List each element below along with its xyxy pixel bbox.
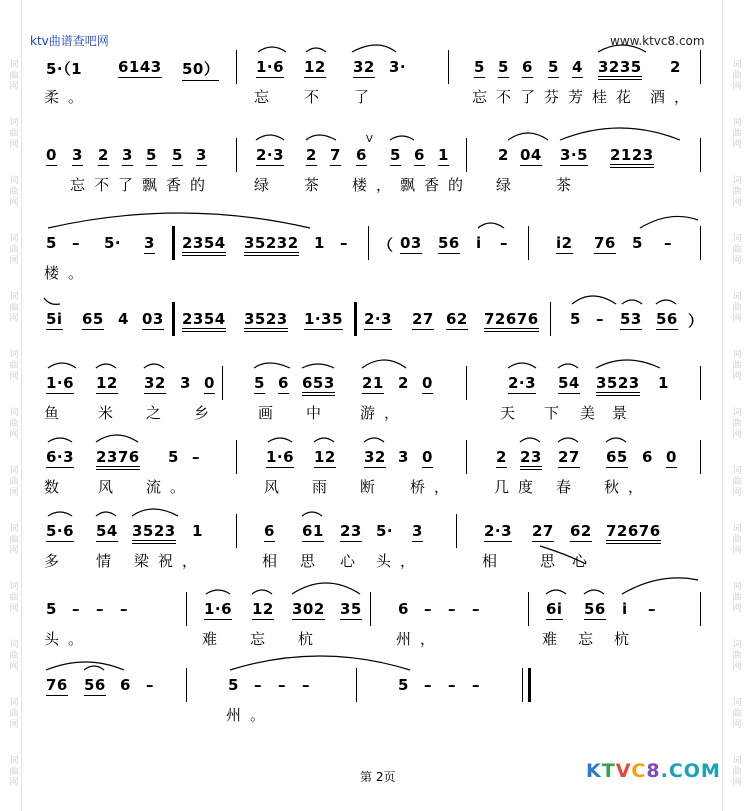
lyric: 美 (580, 404, 605, 422)
lyric: 之 (146, 404, 171, 422)
watermark-char: 曲 (9, 187, 19, 197)
watermark-char: 词 (9, 60, 19, 70)
watermark-char: 曲 (9, 709, 19, 719)
watermark-char: 曲 (732, 129, 742, 139)
note-group: 1 (192, 522, 203, 540)
note-group: 27 (558, 448, 580, 466)
note-group: – (120, 600, 128, 618)
note-group: 6 (356, 146, 367, 164)
note-group: 1 (438, 146, 449, 164)
watermark-char: 曲 (9, 129, 19, 139)
watermark-char: 词 (732, 698, 742, 708)
lyric: 秋， (604, 478, 653, 496)
watermark-char: 网 (732, 720, 742, 730)
note-group: 56 (656, 310, 678, 328)
lyric: 柔。 (44, 88, 93, 106)
watermark-char: 曲 (732, 535, 742, 545)
svg-text:V: V (366, 134, 373, 145)
note-group: 5 (46, 600, 57, 618)
watermark-char: 词 (732, 408, 742, 418)
logo-letter: C (631, 760, 647, 782)
watermark-char: 词 (9, 640, 19, 650)
note-group: 3 (72, 146, 83, 164)
lyric: 茶 (556, 176, 581, 194)
note-group: 62 (570, 522, 592, 540)
note-group: 6143 (118, 58, 162, 76)
note-group: – (664, 234, 672, 252)
watermark-mark (4, 756, 24, 789)
watermark-char: 词 (732, 234, 742, 244)
watermark-char: 网 (732, 662, 742, 672)
watermark-char: 曲 (732, 593, 742, 603)
note-group: 3235 (598, 58, 642, 80)
watermark-char: 词 (732, 756, 742, 766)
note-group: – (72, 600, 80, 618)
lyric: 鱼 (44, 404, 69, 422)
watermark-char: 曲 (732, 187, 742, 197)
note-group: – (302, 676, 310, 694)
note-group: – (648, 600, 656, 618)
watermark-char: 网 (9, 778, 19, 788)
note-group: 5· (376, 522, 394, 540)
note-group: 2 (498, 146, 509, 164)
lyric: 梁祝， (134, 552, 207, 570)
note-group: – (424, 600, 432, 618)
lyric: 流。 (146, 478, 195, 496)
watermark-char: 曲 (9, 593, 19, 603)
note-group: 4 (572, 58, 583, 76)
slur-marks (0, 522, 745, 552)
watermark-char: 词 (732, 176, 742, 186)
watermark-char: 曲 (9, 419, 19, 429)
note-group: 76 (594, 234, 616, 252)
note-group: 3523 (596, 374, 640, 396)
note-group: – (192, 448, 200, 466)
note-group: 1·6 (204, 600, 233, 618)
watermark-char: 词 (732, 350, 742, 360)
note-group: 53 (620, 310, 642, 328)
watermark-char: 网 (9, 662, 19, 672)
note-group: – (500, 234, 508, 252)
lyric: 下 (544, 404, 569, 422)
note-group: 32 (353, 58, 375, 76)
note-group: 6i (546, 600, 563, 618)
note-group: 0 (422, 374, 433, 392)
lyric: 断 (360, 478, 385, 496)
lyric: 中 (306, 404, 331, 422)
note-group: 65 (82, 310, 104, 328)
watermark-char: 网 (9, 140, 19, 150)
watermark-char: 词 (732, 524, 742, 534)
note-group: 2 (98, 146, 109, 164)
watermark-char: 网 (9, 546, 19, 556)
watermark-char: 词 (9, 582, 19, 592)
note-group: 5· (104, 234, 122, 252)
note-group: – (340, 234, 348, 252)
note-group: 61 (302, 522, 324, 540)
lyric: 乡 (194, 404, 219, 422)
watermark-char: 曲 (9, 71, 19, 81)
lyric: 绿 (254, 176, 279, 194)
note-group: – (472, 600, 480, 618)
lyric: 画 (258, 404, 283, 422)
lyric: 多 (44, 552, 69, 570)
note-group: 6 (414, 146, 425, 164)
note-group: 23 (340, 522, 362, 540)
note-group: 2·3 (508, 374, 537, 392)
note-group: 12 (96, 374, 118, 392)
note-group: 76 (46, 676, 68, 694)
note-group: 5 (632, 234, 643, 252)
watermark-char: 词 (9, 408, 19, 418)
watermark-char: 网 (732, 430, 742, 440)
note-group: 5 (398, 676, 409, 694)
watermark-char: 词 (9, 524, 19, 534)
note-group: 3 (412, 522, 423, 540)
lyric: 忘 (578, 630, 603, 648)
page-number: 第 2页 (360, 770, 396, 784)
watermark-char: 词 (9, 698, 19, 708)
note-group: 3·5 (560, 146, 589, 164)
note-group: 56 (438, 234, 460, 252)
lyric: 春 (556, 478, 581, 496)
watermark-char: 曲 (732, 477, 742, 487)
note-group: 3 (144, 234, 155, 252)
note-group: 5·6 (46, 522, 75, 540)
note-group: 0 (422, 448, 433, 466)
lyric: 相 (262, 552, 287, 570)
note-group: 03 (400, 234, 422, 252)
watermark-char: 词 (732, 582, 742, 592)
watermark-char: 曲 (732, 245, 742, 255)
note-group: 3523 (244, 310, 288, 332)
watermark-char: 词 (9, 756, 19, 766)
note-group: 62 (446, 310, 468, 328)
note-group: 5i (46, 310, 63, 328)
watermark-char: 网 (9, 604, 19, 614)
note-group: 6 (522, 58, 533, 76)
watermark-char: 网 (9, 720, 19, 730)
note-group: – (448, 600, 456, 618)
lyric: 游， (360, 404, 409, 422)
note-group: – (472, 676, 480, 694)
watermark-char: 曲 (9, 767, 19, 777)
lyric: 情 (96, 552, 121, 570)
note-group: 5 (172, 146, 183, 164)
lyric: 忘 (254, 88, 279, 106)
lyric: 心 (572, 552, 597, 570)
note-group: 35 (340, 600, 362, 618)
note-group: – (278, 676, 286, 694)
note-group: 72676 (484, 310, 539, 332)
lyric: 相 (482, 552, 507, 570)
note-group: 2376 (96, 448, 140, 470)
slur-marks (0, 676, 745, 706)
watermark-char: 词 (732, 466, 742, 476)
lyric: 风 (264, 478, 289, 496)
note-group: – (146, 676, 154, 694)
watermark-mark (727, 756, 745, 789)
note-group: 2·3 (256, 146, 285, 164)
note-group: 3 (196, 146, 207, 164)
note-group: i (622, 600, 628, 618)
watermark-char: 网 (9, 256, 19, 266)
note-group: 0 (666, 448, 677, 466)
note-group: 12 (252, 600, 274, 618)
watermark-char: 词 (9, 466, 19, 476)
note-group: – (96, 600, 104, 618)
site-logo (586, 760, 721, 782)
note-group: – (424, 676, 432, 694)
watermark-char: 曲 (732, 767, 742, 777)
watermark-char: 词 (9, 292, 19, 302)
note-group: 1 (658, 374, 669, 392)
logo-letter: .COM (660, 760, 721, 782)
note-group: 21 (362, 374, 384, 392)
lyric: 头， (376, 552, 425, 570)
slur-marks (0, 374, 745, 404)
lyric: 杭 (298, 630, 323, 648)
watermark-char: 曲 (9, 361, 19, 371)
watermark-char: 网 (732, 488, 742, 498)
note-group: 04 (520, 146, 542, 164)
lyric: 忘不了芬芳桂花 (472, 88, 641, 106)
note-group: （ (378, 236, 394, 254)
watermark-char: 网 (9, 82, 19, 92)
watermark-char: 曲 (732, 71, 742, 81)
note-group: 3 (122, 146, 133, 164)
note-group: – (448, 676, 456, 694)
lyric: 风 (98, 478, 123, 496)
note-group: 2 (670, 58, 681, 76)
watermark-char: 曲 (732, 303, 742, 313)
watermark-char: 词 (9, 350, 19, 360)
watermark-char: 曲 (732, 419, 742, 429)
note-group: 4 (118, 310, 129, 328)
note-group: 1·6 (46, 374, 75, 392)
watermark-char: 网 (732, 140, 742, 150)
note-group: – (596, 310, 604, 328)
note-group: 0 (46, 146, 57, 164)
note-group: 3· (389, 58, 407, 76)
lyric: 几度 (494, 478, 543, 496)
note-group: 5 (390, 146, 401, 164)
watermark-char: 网 (9, 314, 19, 324)
note-group: 65 (606, 448, 628, 466)
lyric: 难 (542, 630, 567, 648)
watermark-char: 网 (732, 604, 742, 614)
note-group: 2123 (610, 146, 654, 168)
note-group: 5 (548, 58, 559, 76)
watermark-char: 网 (732, 546, 742, 556)
watermark-char: 网 (9, 488, 19, 498)
logo-letter: K (586, 760, 602, 782)
note-group: 12 (314, 448, 336, 466)
note-group: 54 (96, 522, 118, 540)
note-group: 54 (558, 374, 580, 392)
lyric: 忘 (250, 630, 275, 648)
note-group: i (476, 234, 482, 252)
watermark-char: 曲 (732, 361, 742, 371)
note-group: 6 (398, 600, 409, 618)
note-group: 5 (228, 676, 239, 694)
note-group: 2 (496, 448, 507, 466)
watermark-char: 网 (9, 372, 19, 382)
note-group: 7 (330, 146, 341, 164)
slur-marks (0, 58, 745, 88)
note-group: 50） (182, 58, 219, 81)
note-group: 1·6 (256, 58, 285, 76)
watermark-char: 网 (732, 372, 742, 382)
note-group: 2 (398, 374, 409, 392)
note-group: 12 (304, 58, 326, 76)
watermark-char: 网 (732, 314, 742, 324)
lyric: 酒， (650, 88, 699, 106)
logo-letter: V (615, 760, 632, 782)
watermark-char: 曲 (9, 303, 19, 313)
logo-letter: 8 (646, 760, 661, 782)
note-group: 5 (168, 448, 179, 466)
note-group: 27 (532, 522, 554, 540)
note-group: 56 (584, 600, 606, 618)
note-group: 23 (520, 448, 542, 470)
watermark-char: 网 (732, 82, 742, 92)
watermark-char: 曲 (9, 245, 19, 255)
note-group: 35232 (244, 234, 299, 256)
logo-letter: T (601, 760, 616, 782)
lyric: 楼。 (44, 264, 93, 282)
note-group: 32 (144, 374, 166, 392)
note-group: 6 (264, 522, 275, 540)
watermark-char: 词 (732, 60, 742, 70)
note-group: 2354 (182, 310, 226, 332)
slur-marks (0, 234, 745, 264)
note-group: 1·6 (266, 448, 295, 466)
note-group: 72676 (606, 522, 661, 544)
note-group: 5 (498, 58, 509, 76)
note-group: 5 (146, 146, 157, 164)
note-group: 27 (412, 310, 434, 328)
note-group: 6 (278, 374, 289, 392)
slur-marks (0, 600, 745, 630)
note-group: 56 (84, 676, 106, 694)
watermark-char: 词 (9, 118, 19, 128)
lyric: 头。 (44, 630, 93, 648)
note-group: 6·3 (46, 448, 75, 466)
note-group: 2 (306, 146, 317, 164)
lyric: 了 (354, 88, 379, 106)
watermark-char: 网 (732, 198, 742, 208)
site-url-right: www.ktvc8.com (610, 34, 705, 48)
note-group: 3523 (132, 522, 176, 544)
site-name-left: ktv曲谱查吧网 (30, 34, 109, 48)
note-group: 302 (292, 600, 325, 618)
note-group: 3 (180, 374, 191, 392)
note-group: 6 (642, 448, 653, 466)
watermark-char: 曲 (732, 651, 742, 661)
watermark-char: 词 (732, 118, 742, 128)
watermark-char: 词 (9, 234, 19, 244)
lyric: 思 (300, 552, 325, 570)
note-group: 2354 (182, 234, 226, 256)
note-group: 2·3 (484, 522, 513, 540)
lyric: 绿 (496, 176, 521, 194)
lyric: 杭 (614, 630, 639, 648)
lyric: 不 (304, 88, 329, 106)
note-group: 653 (302, 374, 335, 396)
watermark-char: 词 (9, 176, 19, 186)
note-group: 0 (204, 374, 215, 392)
note-group: 5 (570, 310, 581, 328)
lyric: 难 (202, 630, 227, 648)
lyric: 数 (44, 478, 69, 496)
lyric: 茶 (304, 176, 329, 194)
note-group: 1 (314, 234, 325, 252)
lyric: 州， (396, 630, 445, 648)
watermark-char: 词 (732, 640, 742, 650)
note-group: – (72, 234, 80, 252)
lyric: 天 (500, 404, 525, 422)
watermark-char: 网 (9, 430, 19, 440)
note-group: 1·35 (304, 310, 344, 328)
lyric: 景 (612, 404, 637, 422)
note-group: 5 (46, 234, 57, 252)
note-group: – (254, 676, 262, 694)
watermark-char: 网 (9, 198, 19, 208)
lyric: 米 (98, 404, 123, 422)
slur-marks (0, 448, 745, 478)
note-group: 6 (120, 676, 131, 694)
watermark-char: 词 (732, 292, 742, 302)
note-group: i2 (556, 234, 573, 252)
watermark-char: 曲 (9, 477, 19, 487)
note-group: 5 (254, 374, 265, 392)
note-group: 32 (364, 448, 386, 466)
watermark-char: 曲 (9, 535, 19, 545)
lyric: 雨 (312, 478, 337, 496)
slur-marks (0, 310, 745, 340)
slur-marks (0, 134, 745, 176)
lyric: 心 (340, 552, 365, 570)
watermark-char: 曲 (732, 709, 742, 719)
lyric: 思 (540, 552, 565, 570)
watermark-char: 网 (732, 778, 742, 788)
lyric: 桥， (410, 478, 459, 496)
note-group: 2·3 (364, 310, 393, 328)
note-group: 5 (474, 58, 485, 76)
watermark-char: 网 (732, 256, 742, 266)
lyric: 楼，飘香的 (352, 176, 473, 194)
note-group: 03 (142, 310, 164, 328)
note-group: ） (688, 312, 704, 330)
note-group: 3 (398, 448, 409, 466)
note-group: 5·（1 (46, 60, 83, 78)
lyric: 州。 (226, 706, 275, 724)
watermark-char: 曲 (9, 651, 19, 661)
lyric: 忘不了飘香的 (70, 176, 215, 194)
